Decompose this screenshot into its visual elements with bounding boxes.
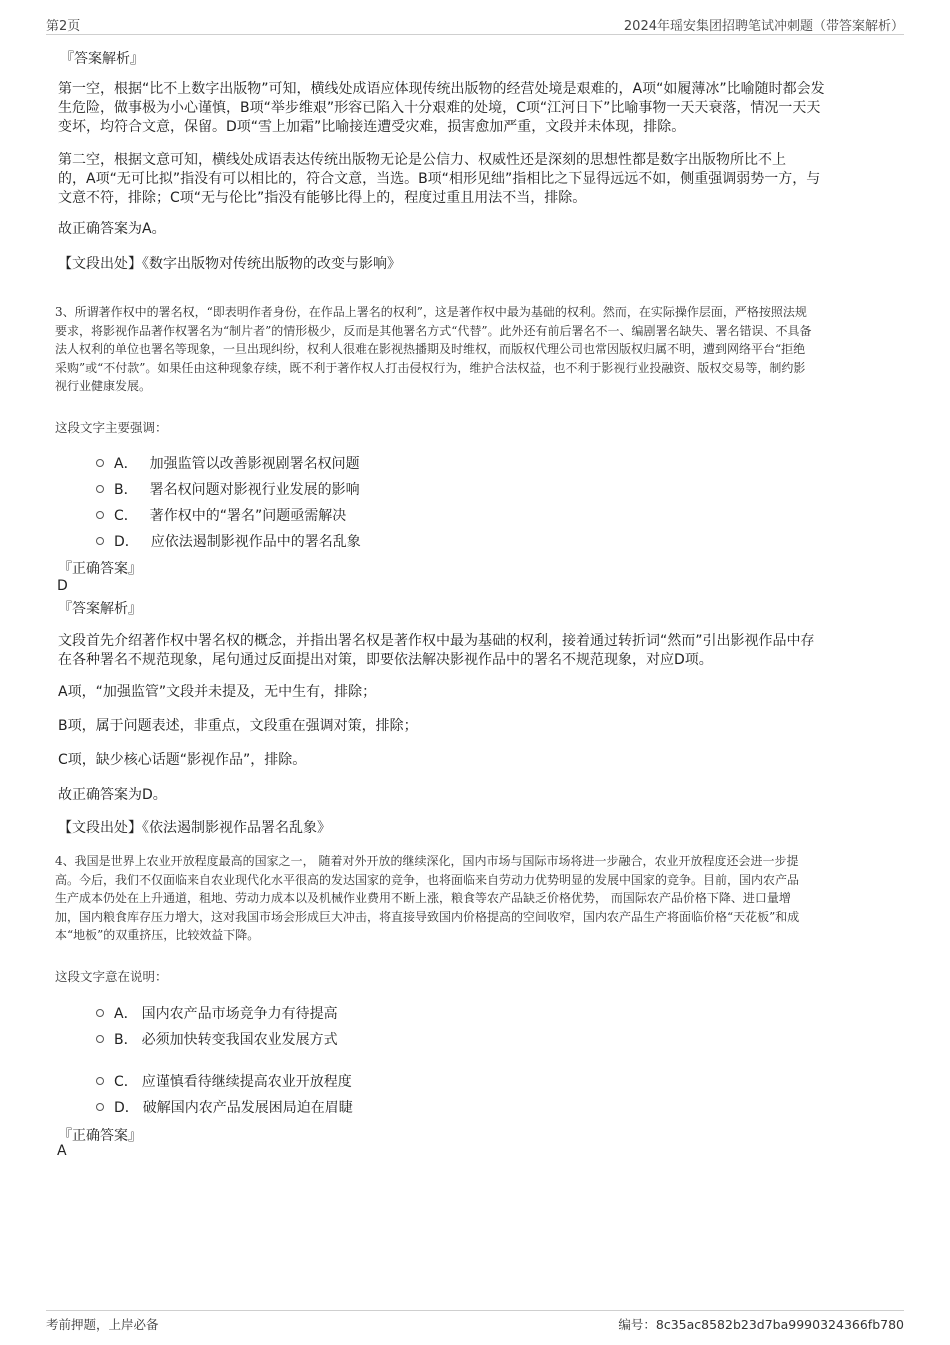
text-line: 生危险，做事极为小心谨慎，B项“举步维艰”形容已陷入十分艰难的处境，C项“江河日下”比喻事物一天天衰落，情况一天天 — [58, 100, 821, 116]
text-line: 视行业健康发展。 — [55, 379, 152, 393]
option-text: 署名权问题对影视行业发展的影响 — [149, 482, 360, 498]
text-line: 法人权利的单位也署名等现象，一旦出现纠纷，权利人很难在影视热播期及时维权，而版权代理公司也常因版权归属不明，遭到网络平台“拒绝 — [55, 342, 806, 356]
radio-icon[interactable] — [96, 1009, 104, 1017]
analysis-paragraph-2 — [58, 151, 898, 208]
text-line: 3、所谓著作权中的署名权，“即表明作者身份，在作品上署名的权利”，这是著作权中最为基础的权利。然而，在实际操作层面，严格按照法规 — [55, 305, 807, 319]
radio-icon[interactable] — [96, 511, 104, 519]
option-letter: C． — [114, 1074, 138, 1090]
text-line: 采购”或“不付款”。如果任由这种现象存续，既不利于著作权人打击侵权行为，维护合法权益，也不利于影视行业投融资、版权交易等，制约影 — [55, 360, 806, 375]
option-letter: B． — [114, 1032, 138, 1048]
text-line: 文意不符，排除；C项“无与伦比”指没有能够比得上的，程度过重且用法不当，排除。 — [58, 190, 587, 206]
page-footer — [46, 1310, 904, 1335]
option-text: 加强监管以改善影视剧署名权问题 — [149, 456, 360, 472]
option-b[interactable] — [96, 1029, 338, 1049]
analysis-option-a: A项，“加强监管”文段并未提及，无中生有，排除； — [58, 684, 377, 700]
text-line: 第二空，根据文意可知，横线处成语表达传统出版物无论是公信力、权威性还是深刻的思想性都是数字出版物所比不上 — [58, 152, 786, 168]
option-letter: D． — [114, 1100, 139, 1116]
page-number: 第2页 — [46, 19, 81, 34]
correct-answer-label: 『正确答案』 — [58, 561, 142, 577]
option-text: 应谨慎看待继续提高农业开放程度 — [141, 1074, 352, 1090]
text-line: 第一空，根据“比不上数字出版物”可知，横线处成语应体现传统出版物的经营处境是艰难的，A项“如履薄冰”比喻随时都会发 — [58, 81, 825, 97]
option-letter: A． — [114, 456, 138, 472]
document-serial: 编号：8c35ac8582b23d7ba9990324366fb780 — [618, 1317, 904, 1332]
page-header — [46, 12, 904, 35]
option-b[interactable] — [96, 479, 360, 499]
analysis-paragraph — [58, 632, 898, 670]
analysis-option-b: B项，属于问题表述，非重点，文段重在强调对策，排除； — [58, 718, 418, 734]
option-a[interactable] — [96, 453, 360, 473]
option-text: 著作权中的“署名”问题亟需解决 — [149, 508, 347, 524]
option-text: 必须加快转变我国农业发展方式 — [141, 1032, 338, 1048]
option-letter: C． — [114, 508, 138, 524]
radio-icon[interactable] — [96, 485, 104, 493]
text-line: 高。今后，我们不仅面临来自农业现代化水平很高的发达国家的竞争，也将面临来自劳动力优势明显的发展中国家的竞争。目前，国内农产品 — [55, 872, 800, 887]
source-citation: 【文段出处】《数字出版物对传统出版物的改变与影响》 — [58, 256, 401, 272]
question-4-prompt: 这段文字意在说明： — [55, 969, 168, 984]
text-line: 变坏，均符合文意，保留。D项“雪上加霜”比喻接连遭受灾难，损害愈加严重，文段并未体现，排除。 — [58, 119, 686, 135]
footer-slogan: 考前押题，上岸必备 — [46, 1317, 159, 1332]
option-d[interactable] — [96, 1097, 353, 1117]
option-letter: A． — [114, 1006, 138, 1022]
text-line: 加，国内粮食库存压力增大，这对我国市场会形成巨大冲击，将直接导致国内价格提高的空间收窄，国内农产品生产将面临价格“天花板”和成 — [55, 909, 800, 924]
text-line: 文段首先介绍著作权中署名权的概念，并指出署名权是著作权中最为基础的权利，接着通过转折词“然而”引出影视作品中存 — [58, 633, 815, 649]
question-3-passage — [55, 303, 905, 396]
option-text: 国内农产品市场竞争力有待提高 — [141, 1006, 338, 1022]
analysis-paragraph-1 — [58, 80, 898, 137]
radio-icon[interactable] — [96, 459, 104, 467]
document-title: 2024年瑶安集团招聘笔试冲刺题（带答案解析） — [623, 19, 904, 34]
text-line: 本“地板”的双重挤压，比较效益下降。 — [55, 928, 260, 942]
question-3-prompt: 这段文字主要强调： — [55, 420, 168, 435]
option-text: 应依法遏制影视作品中的署名乱象 — [150, 534, 361, 550]
radio-icon[interactable] — [96, 1035, 104, 1043]
text-line: 生产成本仍处在上升通道，租地、劳动力成本以及机械作业费用不断上涨，粮食等农产品缺乏价格优势， 而国际农产品价格下降、进口量增 — [55, 891, 791, 905]
radio-icon[interactable] — [96, 1103, 104, 1111]
correct-answer: A — [57, 1143, 67, 1159]
correct-answer-label: 『正确答案』 — [58, 1128, 142, 1144]
question-4-passage — [55, 852, 905, 945]
text-line: 要求，将影视作品著作权署名为“制片者”的情形极少，反而是其他署名方式“代替”。此外还有前后署名不一、编剧署名缺失、署名错误、不具备 — [55, 323, 812, 338]
answer-analysis-label: 『答案解析』 — [58, 601, 142, 617]
conclusion: 故正确答案为D。 — [58, 787, 167, 803]
option-letter: D． — [114, 534, 139, 550]
text-line: 的，A项“无可比拟”指没有可以相比的，符合文意，当选。B项“相形见绌”指相比之下显得远远不如，侧重强调弱势一方，与 — [58, 171, 821, 187]
source-citation: 【文段出处】《依法遏制影视作品署名乱象》 — [58, 820, 331, 836]
conclusion: 故正确答案为A。 — [58, 221, 166, 237]
option-c[interactable] — [96, 505, 346, 525]
option-d[interactable] — [96, 531, 361, 551]
correct-answer: D — [57, 578, 68, 594]
text-line: 在各种署名不规范现象，尾句通过反面提出对策，即要依法解决影视作品中的署名不规范现象，对应D项。 — [58, 652, 713, 668]
option-text: 破解国内农产品发展困局迫在眉睫 — [142, 1100, 353, 1116]
text-line: 4、我国是世界上农业开放程度最高的国家之一， 随着对外开放的继续深化，国内市场与国际市场将进一步融合，农业开放程度还会进一步提 — [55, 854, 799, 868]
option-c[interactable] — [96, 1071, 352, 1091]
radio-icon[interactable] — [96, 537, 104, 545]
option-letter: B． — [114, 482, 138, 498]
radio-icon[interactable] — [96, 1077, 104, 1085]
option-a[interactable] — [96, 1003, 338, 1023]
analysis-option-c: C项，缺少核心话题“影视作品”，排除。 — [58, 752, 307, 768]
answer-analysis-label: 『答案解析』 — [60, 51, 144, 67]
